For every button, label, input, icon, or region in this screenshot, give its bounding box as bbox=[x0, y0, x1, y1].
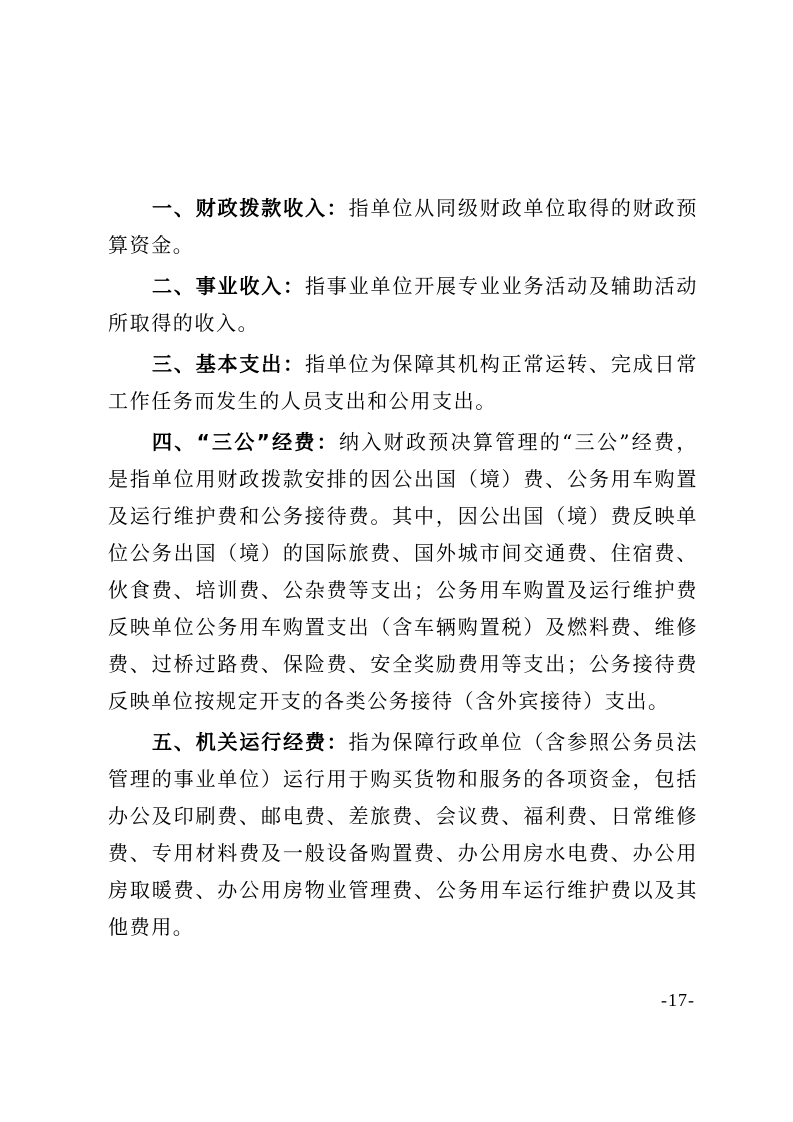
definition-paragraph-business-income bbox=[108, 268, 698, 342]
definition-text: 指单位为保障其机构正常运转、完成日常工作任务而发生的人员支出和公用支出。 bbox=[108, 352, 698, 413]
definition-term: 三、基本支出： bbox=[152, 352, 305, 376]
definition-term: 一、财政拨款收入： bbox=[152, 196, 349, 220]
document-body bbox=[108, 190, 698, 946]
definition-paragraph-agency-operating-expenses bbox=[108, 724, 698, 946]
definition-term: 五、机关运行经费： bbox=[152, 730, 349, 754]
definition-text: 纳入财政预决算管理的“三公”经费，是指单位用财政拨款安排的因公出国（境）费、公务用车购置及运行维护费和公务接待费。其中，因公出国（境）费反映单位公务出国（境）的国际旅费、国外城市间交通费、住宿费、伙食费、培训费、公杂费等支出；公务用车购置及运行维护费反映单位公务用车购置支出（含车辆购置税）及燃料费、维修费、过桥过路费、保险费、安全奖励费用等支出；公务接待费反映单位按规定开支的各类公务接待（含外宾接待）支出。 bbox=[108, 430, 698, 713]
definition-paragraph-fiscal-appropriation-income bbox=[108, 190, 698, 264]
definition-text: 指事业单位开展专业业务活动及辅助活动所取得的收入。 bbox=[108, 274, 698, 335]
definition-text: 指单位从同级财政单位取得的财政预算资金。 bbox=[108, 196, 698, 257]
definition-text: 指为保障行政单位（含参照公务员法管理的事业单位）运行用于购买货物和服务的各项资金，包括办公及印刷费、邮电费、差旅费、会议费、福利费、日常维修费、专用材料费及一般设备购置费、办公用房水电费、办公用房取暖费、办公用房物业管理费、公务用车运行维护费以及其他费用。 bbox=[108, 730, 698, 939]
definition-term: 四、“三公”经费： bbox=[152, 430, 340, 454]
definition-term: 二、事业收入： bbox=[152, 274, 305, 298]
definition-paragraph-basic-expenditure bbox=[108, 346, 698, 420]
page-number: -17- bbox=[661, 990, 695, 1010]
definition-paragraph-three-public-expenses bbox=[108, 424, 698, 720]
